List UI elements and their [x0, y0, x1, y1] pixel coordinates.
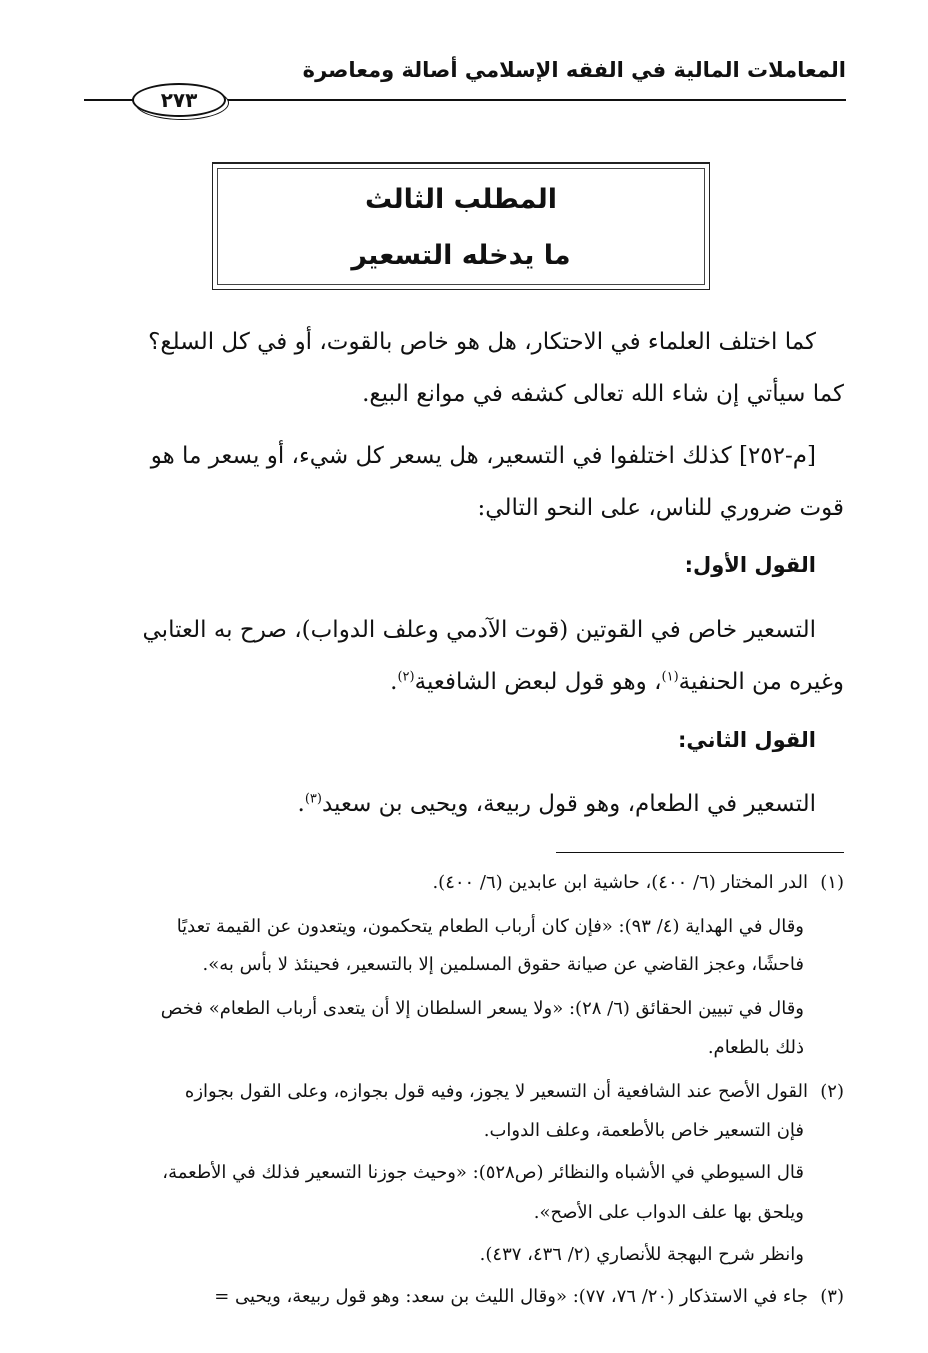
body-line: قوت ضروري للناس، على النحو التالي:: [477, 495, 844, 521]
footnote-ref[interactable]: (٣): [304, 791, 322, 807]
body-line: كما اختلف العلماء في الاحتكار، هل هو خاص بالقوت، أو في كل السلع؟: [148, 329, 816, 355]
body-text: وغيره من الحنفية: [678, 669, 844, 695]
footnote-line: وقال في الهداية (٤/ ٩٣): «فإن كان أرباب الطعام يتحكمون، ويتعدون عن القيمة تعديًا: [176, 916, 804, 937]
section-label: المطلب الثالث: [364, 184, 558, 215]
footnote-line: وانظر شرح البهجة للأنصاري (٢/ ٤٣٦، ٤٣٧).: [479, 1244, 804, 1265]
body-line: التسعير خاص في القوتين (قوت الآدمي وعلف الدواب)، صرح به العتابي: [142, 617, 816, 643]
footnote-line: قال السيوطي في الأشباه والنظائر (ص٥٢٨): «وحيث جوزنا التسعير فذلك في الأطعمة،: [162, 1162, 804, 1183]
footnote-2: [78, 1075, 844, 1108]
footnote-3: [78, 1280, 844, 1313]
footnote-line: فإن التسعير خاص بالأطعمة، وعلف الدواب.: [483, 1120, 804, 1141]
section-title-box: [212, 162, 710, 290]
body-text: .: [297, 791, 305, 817]
body-text: .: [390, 669, 398, 695]
footnote-number: (١): [820, 872, 844, 893]
body-line: كما سيأتي إن شاء الله تعالى كشفه في موانع البيع.: [362, 381, 844, 407]
footnote-text: القول الأصح عند الشافعية أن التسعير لا يجوز، وفيه قول بجوازه، وعلى القول بجوازه: [184, 1081, 808, 1102]
opinion-heading-second: القول الثاني:: [678, 728, 816, 752]
body-line: [78, 780, 844, 828]
body-line: [78, 658, 844, 706]
section-title: ما يدخله التسعير: [351, 240, 571, 271]
footnote-line: وقال في تبيين الحقائق (٦/ ٢٨): «ولا يسعر السلطان إلا أن يتعدى أرباب الطعام» فخص: [160, 998, 804, 1019]
footnote-ref[interactable]: (١): [661, 669, 679, 685]
footnote-text: الدر المختار (٦/ ٤٠٠)، حاشية ابن عابدين (٦/ ٤٠٠).: [432, 872, 808, 893]
footnote-separator: [556, 852, 844, 853]
running-title: المعاملات المالية في الفقه الإسلامي أصالة ومعاصرة: [302, 58, 846, 82]
footnote-line: ذلك بالطعام.: [707, 1037, 804, 1058]
footnote-number: (٢): [820, 1081, 844, 1102]
page-number: ٢٧٣: [132, 83, 226, 117]
body-line: [م-٢٥٢] كذلك اختلفوا في التسعير، هل يسعر كل شيء، أو يسعر ما هو: [150, 443, 816, 469]
footnote-ref[interactable]: (٢): [397, 669, 415, 685]
footnote-text: جاء في الاستذكار (٢٠/ ٧٦، ٧٧): «وقال الليث بن سعد: وهو قول ربيعة، ويحيى =: [214, 1286, 808, 1307]
body-text: التسعير في الطعام، وهو قول ربيعة، ويحيى بن سعيد: [321, 791, 816, 817]
footnote-1: [78, 866, 844, 899]
footnote-line: ويلحق بها علف الدواب على الأصح».: [533, 1202, 804, 1223]
footnote-number: (٣): [820, 1286, 844, 1307]
body-text: ، وهو قول لبعض الشافعية: [414, 669, 662, 695]
footnote-line: فاحشًا، وعجز القاضي عن صيانة حقوق المسلمين إلا بالتسعير، فحينئذ لا بأس به».: [202, 954, 804, 975]
opinion-heading-first: القول الأول:: [684, 553, 816, 577]
